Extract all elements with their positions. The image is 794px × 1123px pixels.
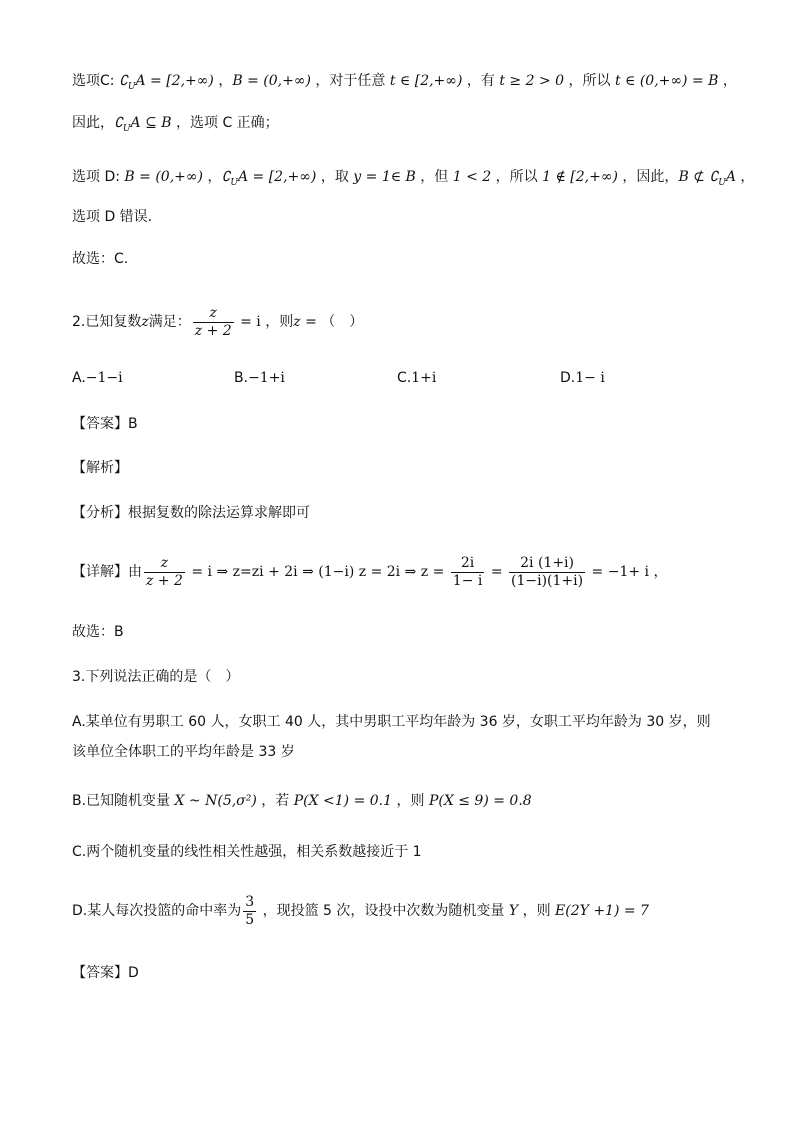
q2-fenxi bbox=[72, 503, 310, 523]
text: 2.已知复数 bbox=[72, 314, 142, 330]
math: A bbox=[725, 169, 736, 185]
text: 3.下列说法正确的是（ ） bbox=[72, 669, 240, 685]
q2-option-a bbox=[72, 370, 123, 386]
option-letter: A. bbox=[72, 370, 86, 386]
subscript: U bbox=[122, 123, 131, 134]
math: A = [2,+∞) bbox=[237, 169, 317, 185]
text: ， bbox=[735, 169, 755, 185]
text: ， bbox=[203, 169, 222, 185]
text: ，所以 bbox=[564, 73, 615, 89]
math: t ∈ [2,+∞) bbox=[389, 73, 463, 89]
text: 满足： bbox=[148, 314, 191, 330]
fraction bbox=[509, 555, 585, 590]
subscript: U bbox=[230, 177, 238, 188]
text: 因此， bbox=[72, 115, 114, 131]
math: X ~ N(5,σ²) bbox=[174, 793, 257, 809]
text: B.已知随机变量 bbox=[72, 793, 175, 809]
q2-option-d bbox=[560, 370, 605, 386]
option-letter: C. bbox=[397, 370, 412, 386]
text: 故选：B bbox=[72, 624, 124, 640]
numerator: 2i bbox=[451, 555, 485, 573]
denominator: 1− i bbox=[452, 572, 483, 589]
math: E(2Y +1) = 7 bbox=[555, 903, 649, 919]
math: = i bbox=[235, 314, 261, 330]
question-2-stem bbox=[72, 302, 363, 342]
math: y = 1∈ B bbox=[353, 169, 416, 185]
option-d-line-1 bbox=[72, 167, 754, 193]
text: ，现投篮 5 次，设投中次数为随机变量 bbox=[258, 903, 509, 919]
text: ，有 bbox=[462, 73, 500, 89]
text: ，因此， bbox=[617, 169, 679, 185]
complement-expr bbox=[118, 73, 214, 92]
text: A.某单位有男职工 60 人，女职工 40 人，其中男职工平均年龄为 36 岁，女职工平均年龄为 30 岁，则 bbox=[72, 714, 711, 730]
option-c-line-2 bbox=[72, 113, 279, 139]
math: 1 < 2 bbox=[452, 169, 492, 185]
math: B = (0,+∞) bbox=[124, 169, 203, 185]
math: z bbox=[141, 314, 149, 330]
numerator: z bbox=[144, 555, 185, 573]
denominator: 5 bbox=[245, 911, 255, 928]
math: = bbox=[486, 564, 508, 580]
q3-option-c bbox=[72, 842, 422, 862]
text: ，但 bbox=[415, 169, 453, 185]
math: t ≥ 2 > 0 bbox=[499, 73, 565, 89]
text: ，对于任意 bbox=[310, 73, 390, 89]
math: P(X <1) = 0.1 bbox=[293, 793, 393, 809]
fraction bbox=[193, 305, 234, 340]
text: 故选：C. bbox=[72, 251, 129, 267]
text: = （ ） bbox=[300, 314, 364, 330]
complement-expr bbox=[221, 169, 317, 188]
math: 1 ∉ [2,+∞) bbox=[542, 169, 618, 185]
q3-answer bbox=[72, 963, 139, 983]
denominator: z + 2 bbox=[146, 572, 183, 589]
text: ，则 bbox=[260, 314, 294, 330]
complement-expr bbox=[114, 115, 172, 134]
text: ， bbox=[718, 73, 737, 89]
math: P(X ≤ 9) = 0.8 bbox=[428, 793, 532, 809]
text: 【分析】根据复数的除法运算求解即可 bbox=[72, 505, 310, 521]
text: ，取 bbox=[316, 169, 354, 185]
text: 【详解】由 bbox=[72, 564, 142, 580]
text: ， bbox=[213, 73, 233, 89]
option-value: −1+i bbox=[248, 370, 285, 386]
option-d-line-2 bbox=[72, 207, 152, 227]
text: 该单位全体职工的平均年龄是 33 岁 bbox=[72, 744, 295, 760]
option-value: 1+i bbox=[411, 370, 437, 386]
denominator: z + 2 bbox=[194, 322, 232, 339]
option-c-line-1 bbox=[72, 71, 737, 97]
q2-option-c bbox=[397, 370, 436, 386]
text: 选项 D 错误. bbox=[72, 209, 153, 225]
math: t ∈ (0,+∞) = B bbox=[614, 73, 719, 89]
text: 选项 D: bbox=[72, 169, 125, 185]
text: ，选项 C 正确； bbox=[171, 115, 279, 131]
numerator: z bbox=[193, 305, 234, 323]
text: ，所以 bbox=[491, 169, 543, 185]
math: z bbox=[293, 314, 301, 330]
fraction bbox=[144, 555, 185, 590]
math: B = (0,+∞) bbox=[232, 73, 311, 89]
math: A = [2,+∞) bbox=[135, 73, 214, 89]
math: = i ⇒ z=zi + 2i ⇒ (1−i) z = 2i ⇒ z = bbox=[186, 564, 449, 580]
numerator: 3 bbox=[245, 893, 255, 910]
complement-symbol: ∁ bbox=[221, 169, 231, 185]
math: A ⊆ B bbox=[130, 115, 172, 131]
subscript: U bbox=[718, 177, 726, 188]
complement-symbol: ∁ bbox=[118, 73, 128, 89]
text: 【解析】 bbox=[72, 460, 128, 476]
question-3-stem bbox=[72, 667, 239, 687]
numerator: 2i (1+i) bbox=[509, 555, 585, 573]
q3-option-b bbox=[72, 791, 532, 811]
q2-choice bbox=[72, 622, 124, 642]
q3-option-a-line-1 bbox=[72, 712, 711, 732]
option-value: −1−i bbox=[85, 370, 123, 386]
text: ，则 bbox=[392, 793, 429, 809]
q2-analysis bbox=[72, 458, 128, 478]
option-letter: D. bbox=[560, 370, 576, 386]
subscript: U bbox=[127, 81, 136, 92]
math: Y bbox=[508, 903, 519, 919]
fraction bbox=[243, 894, 256, 929]
text: 【答案】D bbox=[72, 965, 139, 981]
complement-expr bbox=[678, 169, 736, 188]
fraction bbox=[451, 555, 485, 590]
text: C.两个随机变量的线性相关性越强，相关系数越接近于 1 bbox=[72, 844, 422, 860]
text: ，若 bbox=[256, 793, 294, 809]
math: B ⊄ ∁ bbox=[678, 169, 719, 185]
q3-option-d bbox=[72, 891, 649, 931]
q2-answer bbox=[72, 414, 138, 434]
complement-symbol: ∁ bbox=[114, 115, 123, 131]
text: 选项C: bbox=[72, 73, 119, 89]
math: = −1+ i ， bbox=[587, 564, 668, 580]
q3-option-a-line-2 bbox=[72, 742, 295, 762]
q2-detail bbox=[72, 552, 667, 592]
text: ，则 bbox=[518, 903, 556, 919]
option-letter: B. bbox=[234, 370, 249, 386]
choice-c bbox=[72, 249, 128, 269]
text: D.某人每次投篮的命中率为 bbox=[72, 903, 242, 919]
denominator: (1−i)(1+i) bbox=[511, 572, 584, 589]
text: 【答案】B bbox=[72, 416, 138, 432]
q2-option-b bbox=[234, 370, 285, 386]
option-value: 1− i bbox=[575, 370, 605, 386]
